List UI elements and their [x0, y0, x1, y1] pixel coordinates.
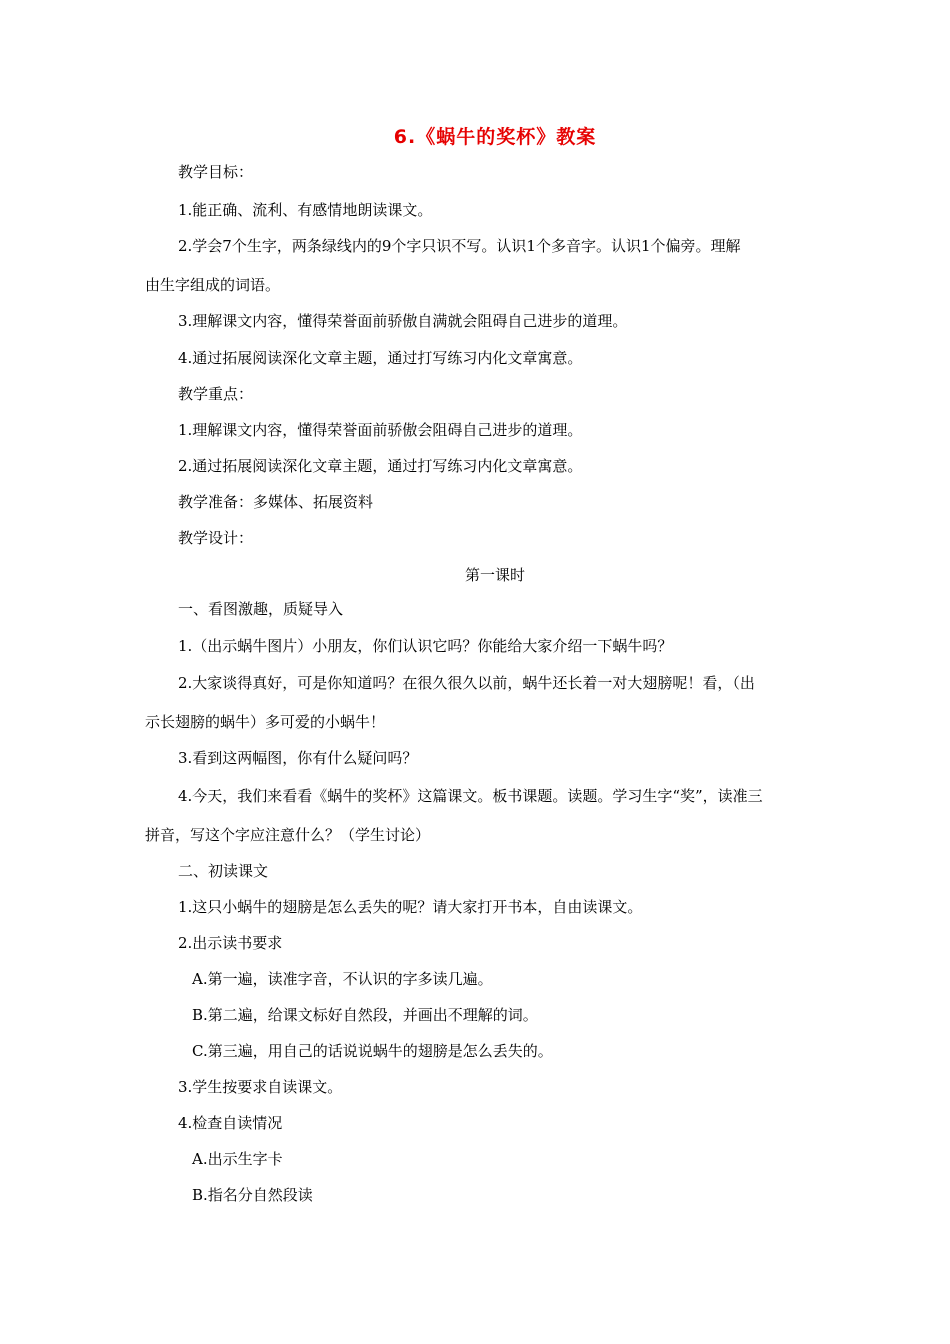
paragraph-line: 4.通过拓展阅读深化文章主题，通过打写练习内化文章寓意。 [178, 349, 583, 367]
paragraph-line: 2.出示读书要求 [178, 934, 283, 952]
paragraph-line: 1.这只小蜗牛的翅膀是怎么丢失的呢？请大家打开书本，自由读课文。 [178, 898, 643, 916]
list-item: A.出示生字卡 [192, 1150, 283, 1168]
step-heading: 二、初读课文 [178, 862, 269, 880]
paragraph-line: 4.检查自读情况 [178, 1114, 283, 1132]
section-heading-key-points: 教学重点： [178, 385, 254, 403]
section-heading-objectives: 教学目标： [178, 163, 254, 181]
paragraph-line: 示长翅膀的蜗牛）多可爱的小蜗牛！ [145, 713, 386, 731]
list-item: B.指名分自然段读 [192, 1186, 313, 1204]
paragraph-line: 1.（出示蜗牛图片）小朋友，你们认识它吗？你能给大家介绍一下蜗牛吗？ [178, 637, 673, 655]
paragraph-line: 2.学会7个生字，两条绿线内的9个字只识不写。认识1个多音字。认识1个偏旁。理解 [178, 237, 741, 255]
paragraph-line: 1.理解课文内容，懂得荣誉面前骄傲会阻碍自己进步的道理。 [178, 421, 583, 439]
lesson-period-heading: 第一课时 [464, 566, 525, 584]
paragraph-line: 拼音，写这个字应注意什么？（学生讨论） [145, 826, 431, 844]
section-heading-preparation: 教学准备：多媒体、拓展资料 [178, 493, 374, 511]
document-title: 6.《蜗牛的奖杯》教案 [393, 126, 597, 148]
list-item: C.第三遍，用自己的话说说蜗牛的翅膀是怎么丢失的。 [192, 1042, 553, 1060]
paragraph-line: 3.看到这两幅图，你有什么疑问吗？ [178, 749, 418, 767]
list-item: B.第二遍，给课文标好自然段，并画出不理解的词。 [192, 1006, 538, 1024]
step-heading: 一、看图激趣，质疑导入 [178, 600, 344, 618]
paragraph-line: 1.能正确、流利、有感情地朗读课文。 [178, 201, 433, 219]
paragraph-line: 4.今天，我们来看看《蜗牛的奖杯》这篇课文。板书课题。读题。学习生字“奖”，读准三 [178, 787, 763, 805]
section-heading-design: 教学设计： [178, 529, 254, 547]
paragraph-line: 2.通过拓展阅读深化文章主题，通过打写练习内化文章寓意。 [178, 457, 583, 475]
paragraph-line: 3.学生按要求自读课文。 [178, 1078, 343, 1096]
paragraph-line: 3.理解课文内容，懂得荣誉面前骄傲自满就会阻碍自己进步的道理。 [178, 312, 628, 330]
paragraph-line: 由生字组成的词语。 [145, 276, 281, 294]
list-item: A.第一遍，读准字音，不认识的字多读几遍。 [192, 970, 493, 988]
paragraph-line: 2.大家谈得真好，可是你知道吗？在很久很久以前，蜗牛还长着一对大翅膀呢！看，（出 [178, 674, 755, 692]
